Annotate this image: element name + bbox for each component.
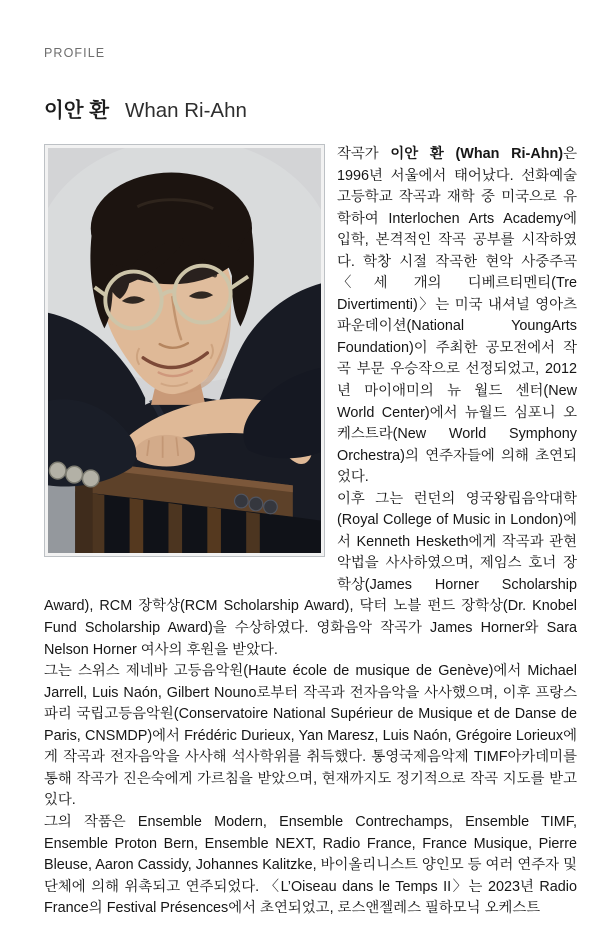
bio-paragraph-2: 이후 그는 런던의 영국왕립음악대학(Royal College of Music in London)에서 Kenneth Hesketh에게 작곡과 관현악법을 사사하였으며, 제임스 호너 장학상(James Horner Scholarship Award), RCM 장학상(RCM Scholarship Award), 닥터 노블 펀드 장학상(Dr. Knobel Fund Scholarship Award)을 수상하였다. 영화음악 작곡가 James Horner와 Sara Nelson Horner 여사의 후원을 받았다. xyxy=(44,490,577,658)
portrait-illustration xyxy=(48,148,321,553)
bio-paragraph-4: 그의 작품은 Ensemble Modern, Ensemble Contrechamps, Ensemble TIMF, Ensemble Proton Bern, Ensemble NEXT, Radio France, France Musique, Pierre Bleuse, Aaron Cassidy, Johannes Kalitzke, 바이올리니스트 양인모 등 여러 연주자 및 단체에 의해 위촉되고 연주되었다. 〈L’Oiseau dans le Temps II〉는 2023년 Radio France의 Festival Présences에서 초연되었고, 로스앤젤레스 필하모닉 오케스트 xyxy=(44,813,577,917)
profile-kicker: PROFILE xyxy=(44,46,106,60)
page-title xyxy=(44,94,577,123)
bio-paragraph-3: 그는 스위스 제네바 고등음악원(Haute école de musique de Genève)에서 Michael Jarrell, Luis Naón, Gilbert Nouno로부터 작곡과 전자음악을 사사했으며, 이후 프랑스 파리 국립고등음악원(Conservatoire National Supérieur de Musique et de Danse de Paris, CNSMDP)에서 Frédéric Durieux, Yan Maresz, Luis Naón, Grégoire Lorieux에게 작곡과 전자음악을 사사해 석사학위를 취득했다. 통영국제음악제 TIMF아카데미를 통해 작곡가 진은숙에게 가르침을 받았으며, 현재까지도 정기적으로 작곡 지도를 받고 있다. xyxy=(44,663,577,809)
profile-content xyxy=(44,144,577,920)
bio-p1-rest: 은 1996년 서울에서 태어났다. 선화예술고등학교 작곡과 재학 중 미국으로 유학하여 Interlochen Arts Academy에 입학, 본격적인 작곡 공부를 시작하였다. 학창 시절 작곡한 현악 사중주곡 〈세 개의 디베르티멘티(Tre Divertimenti)〉는 미국 내셔널 영아츠 파운데이션(National YoungArts Foundation)이 주최한 공모전에서 작곡 부문 우승작으로 선정되었고, 2012년 마이애미의 뉴 월드 센터(New World Center)에서 뉴월드 심포니 오케스트라(New World Symphony Orchestra)의 연주자들에 의해 초연되었다. xyxy=(337,146,578,486)
name-english: Whan Ri-Ahn xyxy=(125,99,247,122)
portrait-photo xyxy=(44,144,325,557)
portrait-floor xyxy=(48,477,79,553)
name-korean: 이안 환 xyxy=(44,99,110,122)
bio-p1-prefix: 작곡가 xyxy=(337,146,391,162)
bio-p1-name-bold: 이안 환 (Whan Ri-Ahn) xyxy=(390,146,564,162)
